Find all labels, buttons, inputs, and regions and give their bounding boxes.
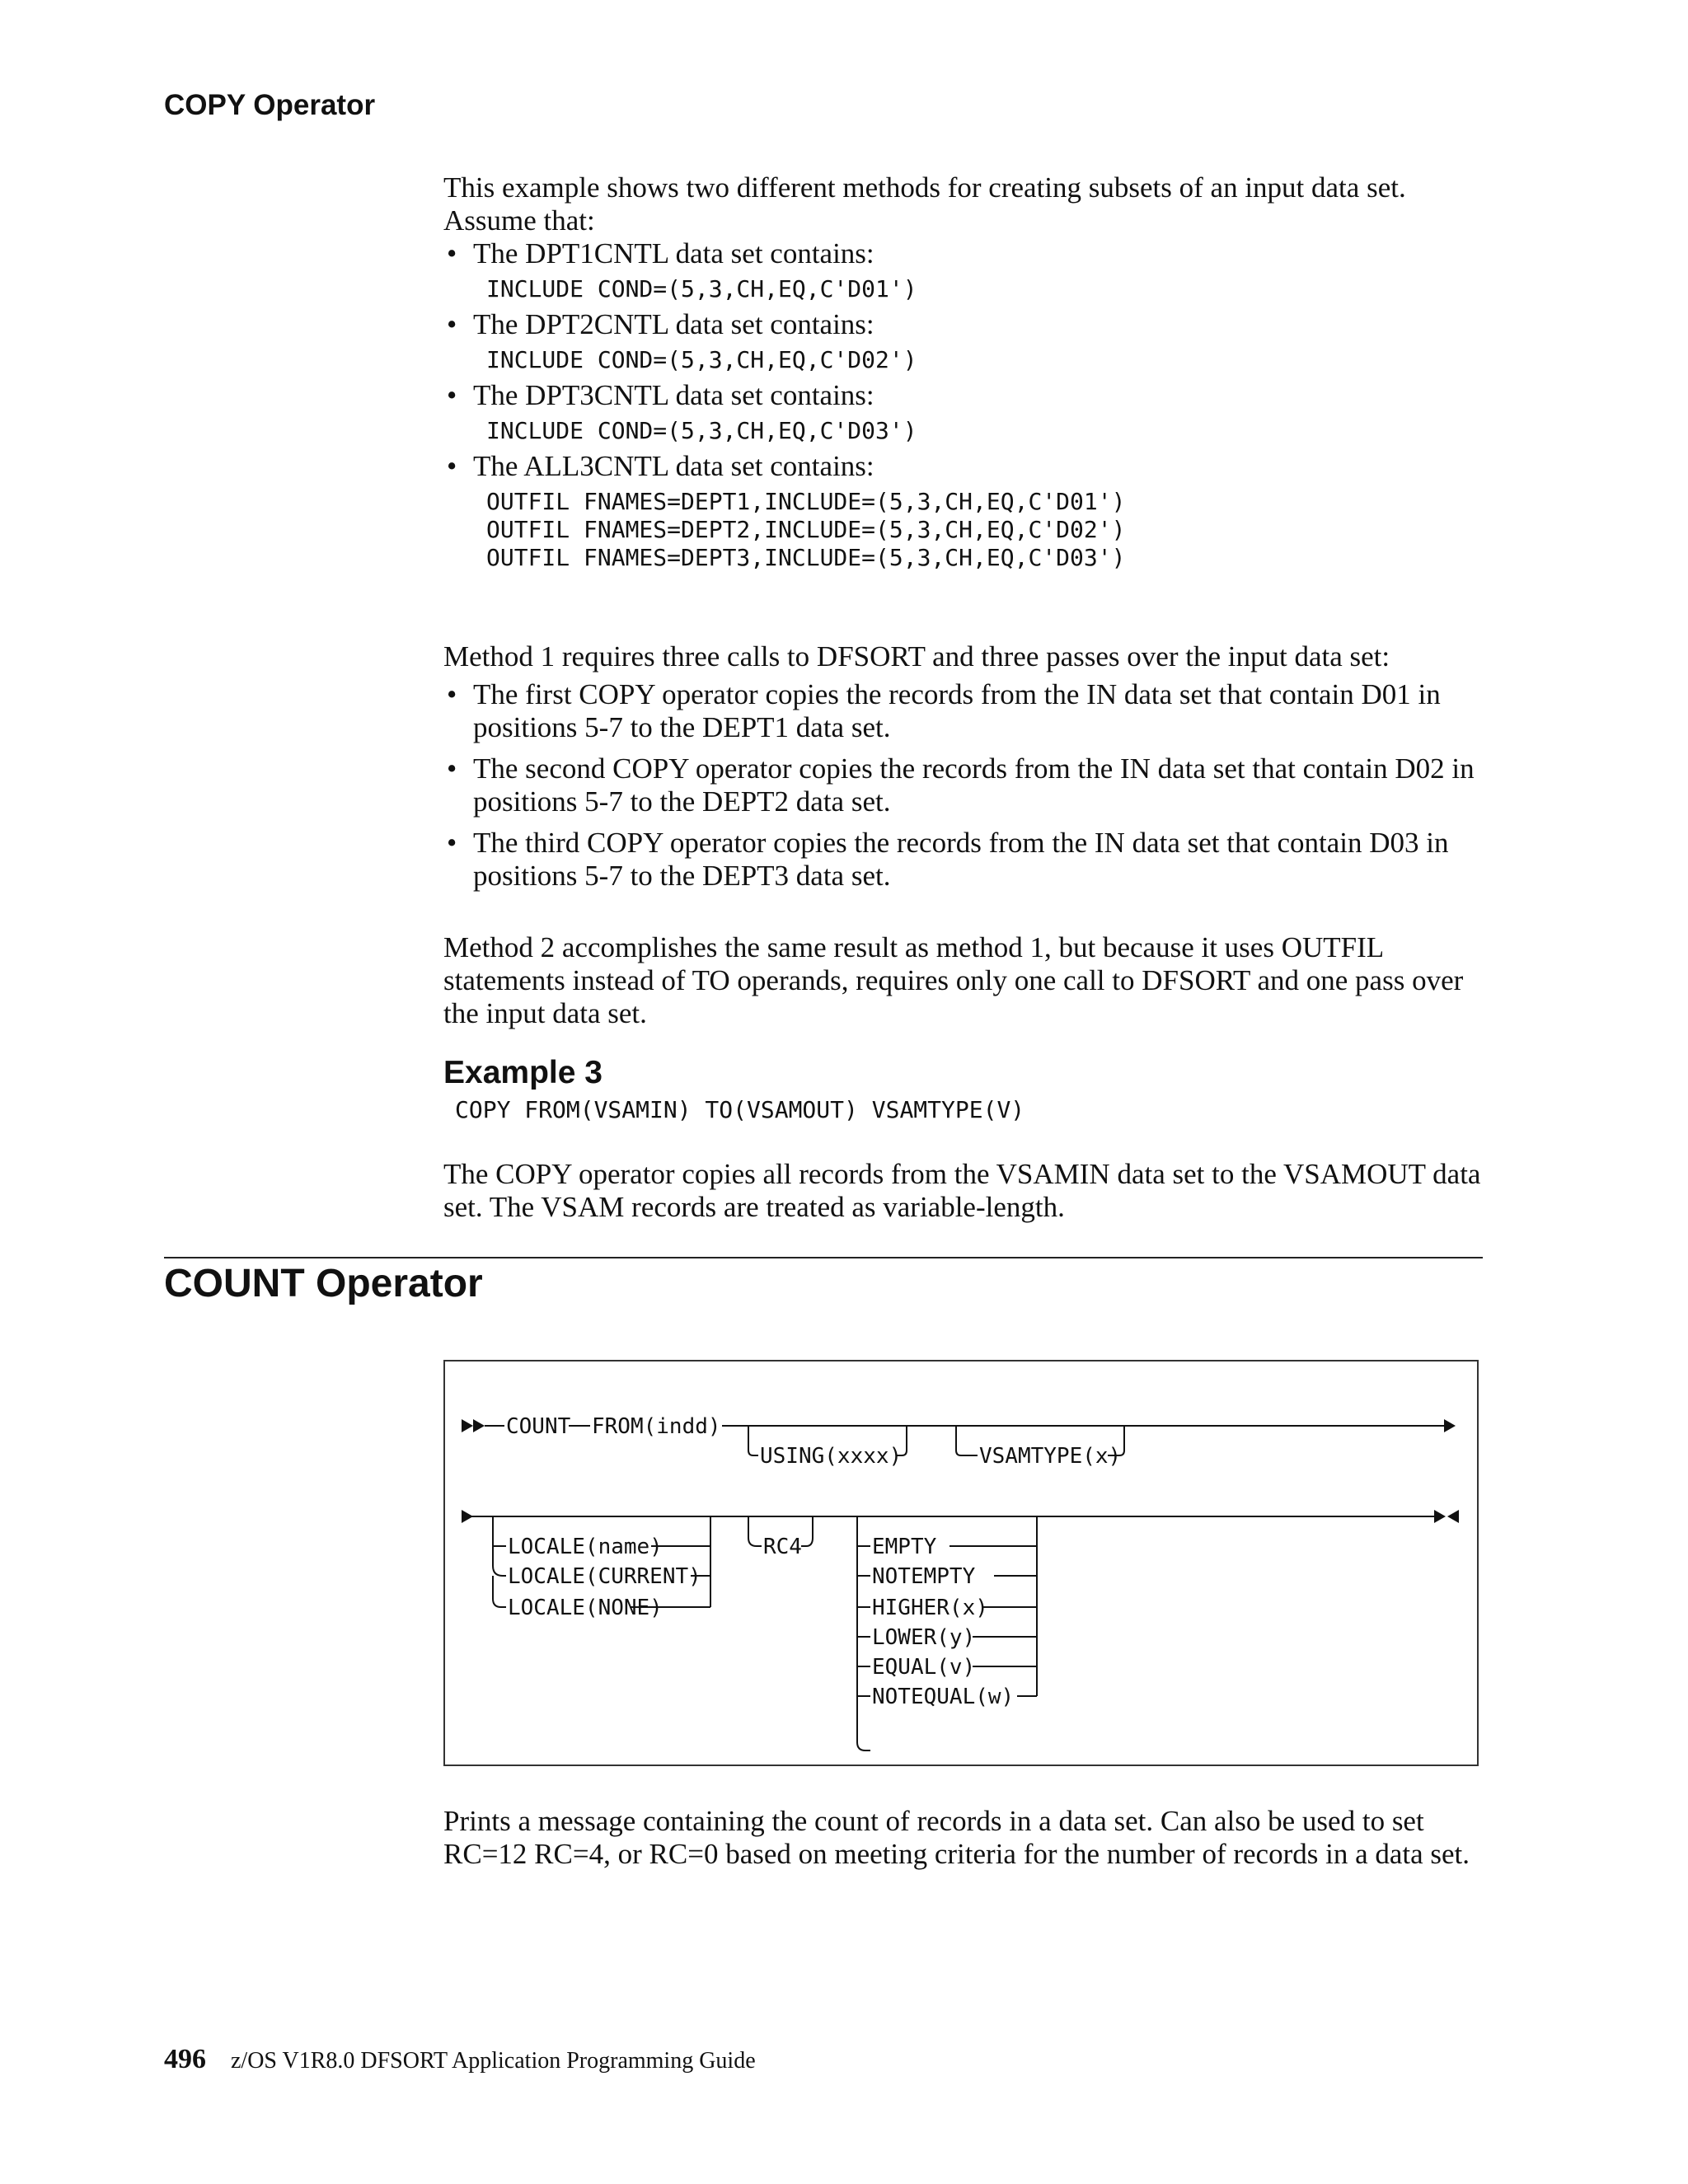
- criteria-option: EQUAL(v): [872, 1655, 976, 1680]
- from-parameter: FROM(indd): [592, 1414, 721, 1439]
- bullet-icon: •: [447, 237, 457, 269]
- criteria-option: LOWER(y): [872, 1625, 976, 1650]
- criteria-option: HIGHER(x): [872, 1596, 988, 1620]
- assumption-list: [443, 237, 1482, 577]
- list-item: [443, 827, 1482, 893]
- bullet-icon: •: [447, 379, 457, 411]
- criteria-option: EMPTY: [872, 1535, 937, 1559]
- list-item: [443, 450, 1482, 577]
- item-text: The second COPY operator copies the records from the IN data set that contain D02 in positions 5-7 to the DEPT2 data set.: [473, 752, 1475, 818]
- example3-code: COPY FROM(VSAMIN) TO(VSAMOUT) VSAMTYPE(V): [455, 1096, 1025, 1123]
- syntax-diagram-svg: [445, 1361, 1477, 1765]
- list-item: [443, 752, 1482, 818]
- count-keyword: COUNT: [506, 1414, 571, 1439]
- example3-text: The COPY operator copies all records from the VSAMIN data set to the VSAMOUT data set. The VSAM records are treated as variable-length.: [443, 1158, 1481, 1223]
- method1-lead: Method 1 requires three calls to DFSORT and three passes over the input data set:: [443, 640, 1390, 673]
- criteria-option: NOTEMPTY: [872, 1564, 976, 1589]
- method2-section: [443, 931, 1482, 1030]
- method2-text: Method 2 accomplishes the same result as method 1, but because it uses OUTFIL statements instead of TO operands, requires only one call to DFSORT and one pass over the input data set.: [443, 931, 1464, 1029]
- list-item: [443, 678, 1482, 744]
- method1-list: [443, 678, 1482, 893]
- item-text: The DPT3CNTL data set contains:: [473, 379, 874, 411]
- bullet-icon: •: [447, 752, 457, 785]
- code-snippet: OUTFIL FNAMES=DEPT1,INCLUDE=(5,3,CH,EQ,C'D01') OUTFIL FNAMES=DEPT2,INCLUDE=(5,3,CH,EQ,C'D02') OUTFIL FNAMES=DEPT3,INCLUDE=(5,3,CH,EQ,C'D03'): [486, 488, 1126, 571]
- list-item: [443, 308, 1482, 379]
- vsamtype-parameter: VSAMTYPE(x): [979, 1444, 1122, 1469]
- code-snippet: INCLUDE COND=(5,3,CH,EQ,C'D03'): [486, 417, 917, 444]
- bullet-icon: •: [447, 450, 457, 482]
- locale-option: LOCALE(CURRENT): [508, 1564, 701, 1589]
- intro-lead: This example shows two different methods for creating subsets of an input data set. Assume that:: [443, 171, 1406, 237]
- bullet-icon: •: [447, 827, 457, 859]
- item-text: The third COPY operator copies the records from the IN data set that contain D03 in positions 5-7 to the DEPT3 data set.: [473, 827, 1449, 892]
- list-item: [443, 379, 1482, 450]
- item-text: The DPT1CNTL data set contains:: [473, 237, 874, 269]
- example3-heading: Example 3: [443, 1055, 603, 1090]
- locale-option: LOCALE(name): [508, 1535, 663, 1559]
- code-snippet: INCLUDE COND=(5,3,CH,EQ,C'D01'): [486, 275, 917, 302]
- count-operator-heading: COUNT Operator: [164, 1262, 483, 1305]
- intro-section: [443, 171, 1482, 577]
- syntax-diagram: [443, 1360, 1479, 1766]
- rc4-option: RC4: [763, 1535, 802, 1559]
- locale-option: LOCALE(NONE): [508, 1596, 663, 1620]
- list-item: [443, 237, 1482, 308]
- criteria-option: NOTEQUAL(w): [872, 1685, 1015, 1709]
- running-head: COPY Operator: [164, 89, 376, 121]
- page-number: 496: [164, 2044, 206, 2074]
- item-text: The DPT2CNTL data set contains:: [473, 308, 874, 340]
- method1-section: [443, 640, 1482, 893]
- bullet-icon: •: [447, 678, 457, 710]
- section-divider: [164, 1257, 1483, 1258]
- using-parameter: USING(xxxx): [760, 1444, 903, 1469]
- code-snippet: INCLUDE COND=(5,3,CH,EQ,C'D02'): [486, 346, 917, 373]
- count-description: Prints a message containing the count of records in a data set. Can also be used to set RC=12 RC=4, or RC=0 based on meeting criteria for the number of records in a data set.: [443, 1805, 1470, 1870]
- page-footer: [164, 2044, 756, 2075]
- item-text: The first COPY operator copies the records from the IN data set that contain D01 in positions 5-7 to the DEPT1 data set.: [473, 678, 1441, 743]
- item-text: The ALL3CNTL data set contains:: [473, 450, 874, 482]
- book-title: z/OS V1R8.0 DFSORT Application Programming Guide: [231, 2048, 756, 2074]
- bullet-icon: •: [447, 308, 457, 340]
